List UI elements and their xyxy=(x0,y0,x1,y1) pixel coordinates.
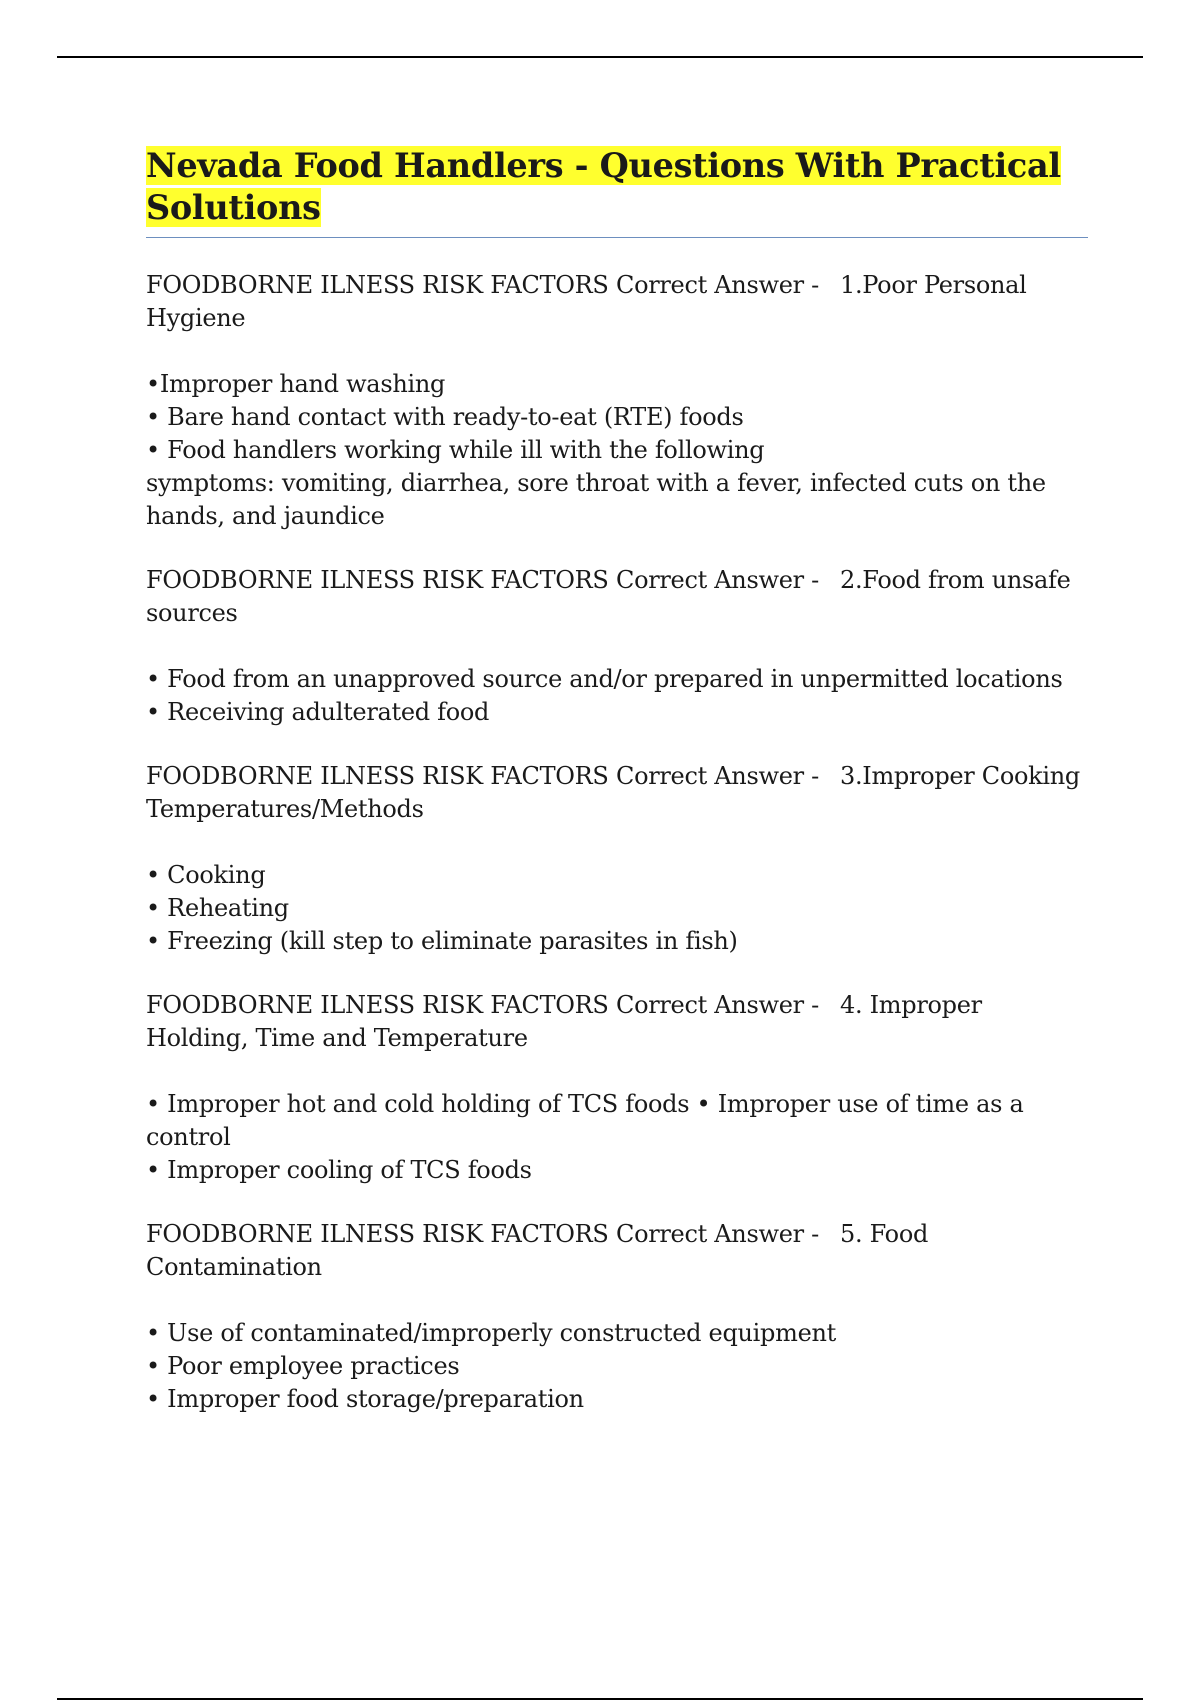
question-line xyxy=(146,1218,1088,1251)
answer-details xyxy=(146,663,1088,729)
answer-continuation: Temperatures/Methods xyxy=(146,795,424,823)
answer-details xyxy=(146,368,1088,533)
detail-line: • Cooking xyxy=(146,861,266,889)
detail-line: • Food from an unapproved source and/or prepared in unpermitted locations xyxy=(146,665,1063,693)
answer-text: 1.Poor Personal xyxy=(840,271,1027,299)
detail-line: • Use of contaminated/improperly constructed equipment xyxy=(146,1319,836,1347)
detail-line: • Bare hand contact with ready-to-eat (RTE) foods xyxy=(146,403,744,431)
title-line-2: Solutions xyxy=(146,188,321,227)
question-text: FOODBORNE ILNESS RISK FACTORS xyxy=(146,1220,609,1248)
answer-details xyxy=(146,1317,1088,1416)
question-text: FOODBORNE ILNESS RISK FACTORS xyxy=(146,271,609,299)
detail-line: • Poor employee practices xyxy=(146,1352,460,1380)
correct-answer-label: Correct Answer - xyxy=(616,991,819,1019)
answer-text: 3.Improper Cooking xyxy=(840,762,1080,790)
detail-line: • Improper food storage/preparation xyxy=(146,1385,584,1413)
correct-answer-label: Correct Answer - xyxy=(616,566,819,594)
qa-item-2 xyxy=(146,564,1088,729)
qa-item-4 xyxy=(146,989,1088,1187)
answer-details xyxy=(146,1088,1088,1187)
detail-line: • Improper hot and cold holding of TCS foods • Improper use of time as a xyxy=(146,1090,1024,1118)
answer-continuation: sources xyxy=(146,599,238,627)
answer-continuation: Hygiene xyxy=(146,304,246,332)
detail-line: • Food handlers working while ill with the following xyxy=(146,436,765,464)
question-text: FOODBORNE ILNESS RISK FACTORS xyxy=(146,566,609,594)
document-body xyxy=(146,145,1088,1416)
detail-line: •Improper hand washing xyxy=(146,370,446,398)
detail-line: symptoms: vomiting, diarrhea, sore throat with a fever, infected cuts on the xyxy=(146,469,1046,497)
detail-line: • Improper cooling of TCS foods xyxy=(146,1156,532,1184)
detail-line: • Freezing (kill step to eliminate parasites in fish) xyxy=(146,927,738,955)
answer-text: 2.Food from unsafe xyxy=(840,566,1071,594)
document-title xyxy=(146,145,1088,229)
question-line xyxy=(146,269,1088,302)
title-underline xyxy=(146,237,1088,238)
detail-line: • Receiving adulterated food xyxy=(146,698,490,726)
question-line xyxy=(146,564,1088,597)
correct-answer-label: Correct Answer - xyxy=(616,1220,819,1248)
correct-answer-label: Correct Answer - xyxy=(616,762,819,790)
qa-item-1 xyxy=(146,269,1088,533)
detail-line: hands, and jaundice xyxy=(146,502,385,530)
correct-answer-label: Correct Answer - xyxy=(616,271,819,299)
question-line xyxy=(146,989,1088,1022)
detail-line: • Reheating xyxy=(146,894,289,922)
question-text: FOODBORNE ILNESS RISK FACTORS xyxy=(146,762,609,790)
answer-details xyxy=(146,859,1088,958)
answer-continuation: Holding, Time and Temperature xyxy=(146,1024,528,1052)
title-line-1: Nevada Food Handlers - Questions With Practical xyxy=(146,146,1061,185)
answer-continuation: Contamination xyxy=(146,1253,322,1281)
answer-text: 4. Improper xyxy=(840,991,982,1019)
question-line xyxy=(146,760,1088,793)
answer-text: 5. Food xyxy=(840,1220,929,1248)
qa-item-5 xyxy=(146,1218,1088,1416)
page-top-rule xyxy=(57,56,1143,58)
question-text: FOODBORNE ILNESS RISK FACTORS xyxy=(146,991,609,1019)
detail-line: control xyxy=(146,1123,231,1151)
qa-item-3 xyxy=(146,760,1088,958)
